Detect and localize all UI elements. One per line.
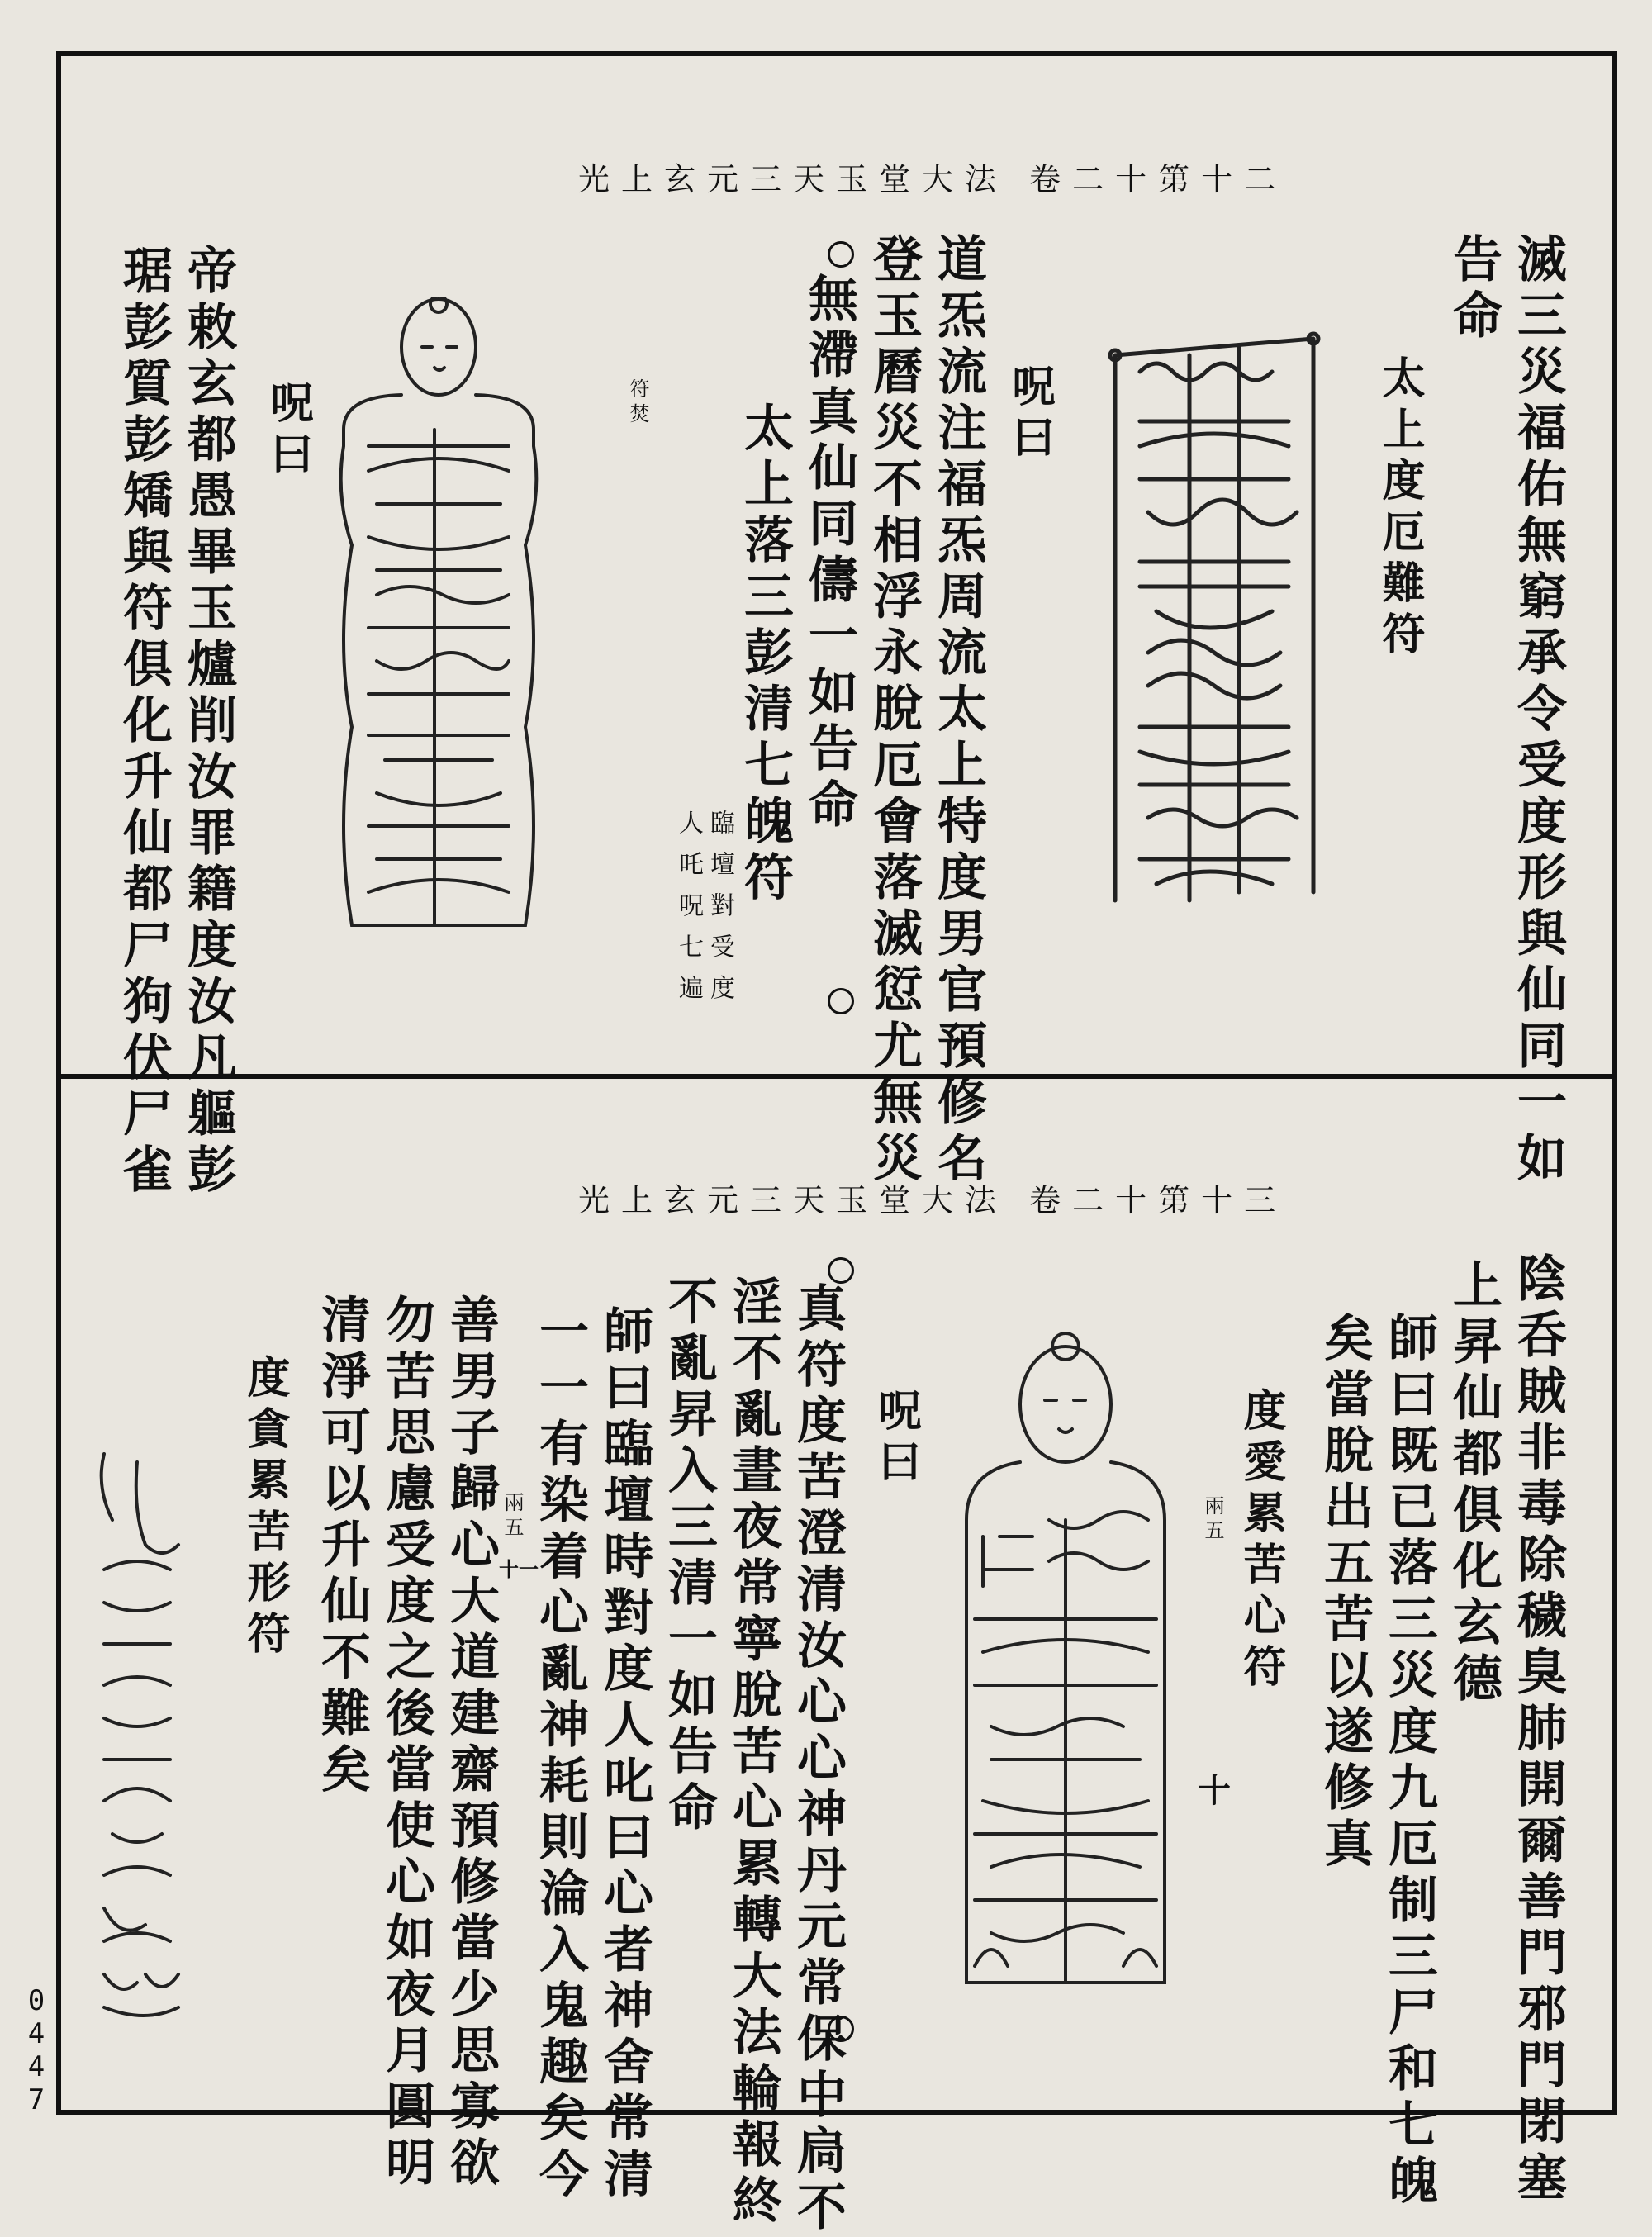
talisman-figure-bottom [942,1322,1189,2032]
top-note-burn: 符焚 [626,378,649,428]
bottom-col-10: 不亂昇入三清一如告命 [660,1275,718,1837]
top-col-6: 登玉曆災不相浮永脫厄會落滅愆尤無災 [865,233,923,1188]
plus-mark: 十 [1198,1771,1231,1810]
bottom-note-2: 兩五 [501,1492,524,1541]
top-page-header: 光上玄元三天玉堂大法 卷二十第十二 [578,161,1288,197]
page-divider [56,1074,1617,1079]
top-incantation-label-1: 呪曰 [1004,363,1055,466]
top-col-7: 無滯真仙同儔一如告命 [800,273,858,834]
bottom-page-header: 光上玄元三天玉堂大法 卷二十第十三 [578,1182,1288,1218]
talisman-du-e-nan [1090,322,1338,917]
circle-mark [828,241,854,268]
plus-mark: 十一 [499,1557,539,1581]
top-talisman-title-1: 太上度厄難符 [1374,355,1425,663]
bottom-col-8: 真符度苦澄清汝心心神丹元常保中扃不 [789,1282,847,2237]
circle-mark [828,1257,854,1284]
bottom-col-15: 勿苦思慮受度之後當使心如夜月圓明 [377,1294,435,2192]
bottom-col-4: 矣當脫出五苦以遂修真 [1316,1312,1374,1874]
bottom-talisman-title-1: 度愛累苦心符 [1236,1388,1286,1695]
bottom-col-12: 一一有染着心亂神耗則淪入鬼趣矣今 [531,1305,589,2204]
top-talisman-title-2: 太上落三彭清七魄符 [736,401,794,907]
bottom-incantation-label: 呪曰 [871,1388,921,1490]
top-note-2: 人吒呪七遍 [674,810,703,1016]
top-col-5: 道炁流注福炁周流太上特度男官預修名 [929,233,987,1188]
bottom-col-11: 師曰臨壇時對度人叱曰心者神舍常清 [596,1305,653,2204]
bottom-col-16: 清淨可以升仙不難矣 [313,1294,371,1799]
top-incantation-label-2: 呪曰 [263,380,313,482]
top-col-14: 琚彭質彭矯與符俱化升仙都尸狗伏尸雀 [115,245,173,1199]
bottom-col-2: 上昇仙都俱化玄德 [1445,1259,1502,1708]
circle-mark [828,988,854,1014]
margin-page-number: 0447 [20,1984,53,2116]
bottom-col-3: 師曰既已落三災度九厄制三尸和七魄 [1380,1312,1438,2211]
bottom-col-1: 陰呑賊非毒除穢臭肺開爾善門邪門閉塞 [1509,1252,1567,2207]
top-col-13: 帝敕玄都愚畢玉爐削汝罪籍度汝凡軀彭 [179,245,237,1199]
top-col-2: 告命 [1445,233,1502,345]
bottom-col-14: 善男子歸心大道建齋預修當少思寡欲 [442,1294,500,2192]
talisman-figure-top [319,297,558,950]
circle-mark [828,2016,854,2042]
top-note-1: 臨壇對受度 [705,810,734,1016]
bottom-col-9: 淫不亂晝夜常寧脫苦心累轉大法輪報終 [724,1275,782,2230]
talisman-tan-lei [88,1437,187,2032]
bottom-note-1: 兩五 [1201,1495,1224,1545]
top-col-1: 滅三災福佑無窮承令受度形與仙同一如 [1509,233,1567,1188]
bottom-talisman-title-2: 度貪累苦形符 [240,1355,290,1662]
